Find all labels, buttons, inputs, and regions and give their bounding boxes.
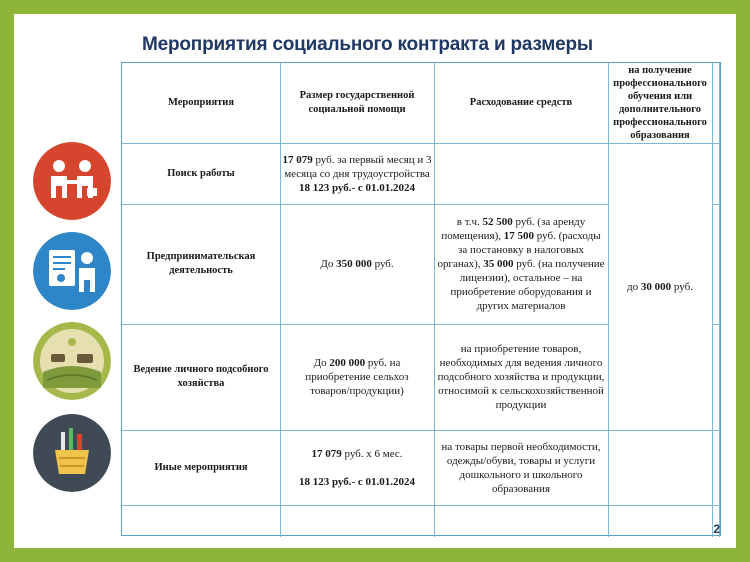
spending-business: в т.ч. 52 500 руб. (за аренду помещения), 17 500 руб. (расходы за постановку в налоговых органах), 35 000 руб. (на получение лицензии), остальное – на приобретение оборудования и других материалов [437,216,605,312]
amount-farming: До 200 000 руб. на приобретение сельхоз товаров/продукции) [305,357,409,397]
header-activities: Мероприятия [167,97,235,108]
farm-icon [33,322,111,400]
header-training: на получение профессионального обучения или дополнительного профессионального образования [613,65,707,141]
header-spending: Расходование средств [469,97,573,108]
header-amount: Размер государственной социальной помощи [299,90,415,115]
contract-table [121,62,721,536]
activity-business: Предпринимательская деятельность [146,251,256,276]
activity-job-search: Поиск работы [167,167,235,179]
spending-farming: на приобретение товаров, необходимых для ведения личного подсобного хозяйства и продукции, относимой к сельскохозяйственной продукции [437,343,605,411]
slide [14,14,736,548]
activity-other: Иные мероприятия [154,461,248,473]
certificate-person-icon [33,232,111,310]
amount-business: До 350 000 руб. [320,258,394,270]
amount-job-search: 17 079 руб. за первый месяц и 3 месяца со дня трудоустройства 18 123 руб.- с 01.01.2024 [282,153,432,194]
page-title: Мероприятия социального контракта и размеры [142,34,593,55]
handshake-icon [33,142,111,220]
activity-farming: Ведение личного подсобного хозяйства [133,364,269,389]
spending-job-search [434,143,608,204]
training-amount: до 30 000 руб. [627,280,693,293]
basket-icon [33,414,111,492]
page-number: 2 [713,522,720,536]
amount-other: 17 079 руб. х 6 мес. 18 123 руб.- с 01.01.2024 [298,447,416,488]
spending-other: на товары первой необходимости, одежды/обуви, товары и услуги дошкольного и школьного образования [441,440,601,495]
